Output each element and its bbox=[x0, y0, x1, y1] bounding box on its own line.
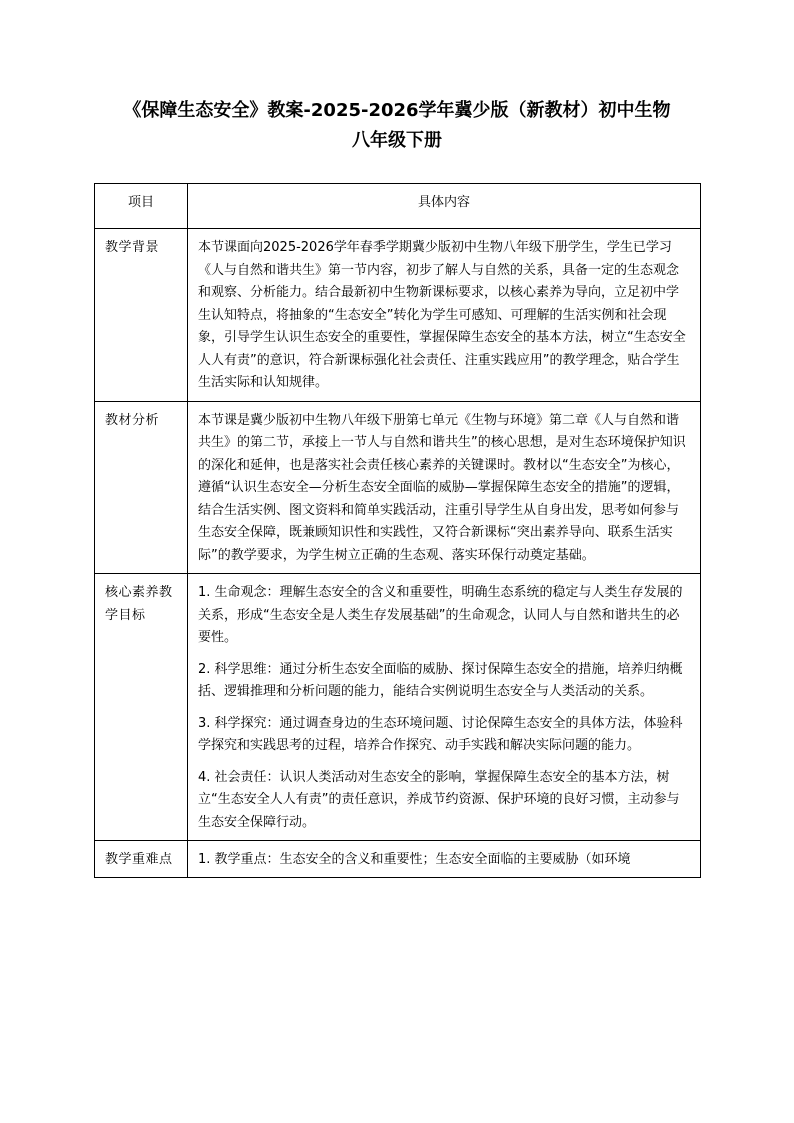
row-core-literacy-goals bbox=[95, 574, 701, 841]
row-label: 教学重难点 bbox=[95, 841, 188, 878]
goal-life-concept: 1. 生命观念：理解生态安全的含义和重要性，明确生态系统的稳定与人类生存发展的关系，形成“生态安全是人类生存发展基础”的生命观念，认同人与自然和谐共生的必要性。 bbox=[198, 585, 683, 645]
row-label: 教材分析 bbox=[95, 401, 188, 574]
row-label: 教学背景 bbox=[95, 229, 188, 402]
row-content bbox=[188, 841, 701, 878]
row-textbook-analysis bbox=[95, 401, 701, 574]
title-line-2: 八年级下册 bbox=[352, 130, 442, 151]
row-content bbox=[188, 401, 701, 574]
table-header-row bbox=[95, 184, 701, 229]
title-line-1: 《保障生态安全》教案-2025-2026学年冀少版（新教材）初中生物 bbox=[123, 100, 671, 121]
header-content: 具体内容 bbox=[188, 184, 701, 229]
row-teaching-background bbox=[95, 229, 701, 402]
document-title bbox=[60, 96, 734, 156]
analysis-text: 本节课是冀少版初中生物八年级下册第七单元《生物与环境》第二章《人与自然和谐共生》的第二节，承接上一节人与自然和谐共生”的核心思想，是对生态环境保护知识的深化和延伸，也是落实社会责任核心素养的关键课时。教材以“生态安全”为核心，遵循“认识生态安全—分析生态安全面临的威胁—掌握保障生态安全的措施”的逻辑，结合生活实例、图文资料和简单实践活动，注重引导学生从自身出发，思考如何参与生态安全保障，既兼顾知识性和实践性，又符合新课标“突出素养导向、联系生活实际”的教学要求，为学生树立正确的生态观、落实环保行动奠定基础。 bbox=[198, 412, 686, 563]
row-content bbox=[188, 229, 701, 402]
goal-social-responsibility: 4. 社会责任：认识人类活动对生态安全的影响，掌握保障生态安全的基本方法，树立“生态安全人人有责”的责任意识，养成节约资源、保护环境的良好习惯，主动参与生态安全保障行动。 bbox=[198, 769, 680, 830]
goal-scientific-thinking: 2. 科学思维：通过分析生态安全面临的威胁、探讨保障生态安全的措施，培养归纳概括、逻辑推理和分析问题的能力，能结合实例说明生态安全与人类活动的关系。 bbox=[198, 661, 683, 699]
row-content bbox=[188, 574, 701, 841]
header-item: 项目 bbox=[95, 184, 188, 229]
background-text: 本节课面向2025-2026学年春季学期冀少版初中生物八年级下册学生，学生已学习《人与自然和谐共生》第一节内容，初步了解人与自然的关系，具备一定的生态观念和观察、分析能力。结合最新初中生物新课标要求，以核心素养为导向，立足初中学生认知特点，将抽象的“生态安全”转化为学生可感知、可理解的生活实例和社会现象，引导学生认识生态安全的重要性，掌握保障生态安全的基本方法，树立“生态安全人人有责”的意识，符合新课标强化社会责任、注重实践应用”的教学理念，贴合学生生活实际和认知规律。 bbox=[198, 240, 686, 390]
goal-scientific-inquiry: 3. 科学探究：通过调查身边的生态环境问题、讨论保障生态安全的具体方法，体验科学探究和实践思考的过程，培养合作探究、动手实践和解决实际问题的能力。 bbox=[198, 715, 683, 753]
key-points-text: 1. 教学重点：生态安全的含义和重要性；生态安全面临的主要威胁（如环境 bbox=[198, 852, 631, 867]
row-label: 核心素养教学目标 bbox=[95, 574, 188, 841]
row-key-difficult-points bbox=[95, 841, 701, 878]
lesson-plan-table bbox=[94, 183, 701, 878]
